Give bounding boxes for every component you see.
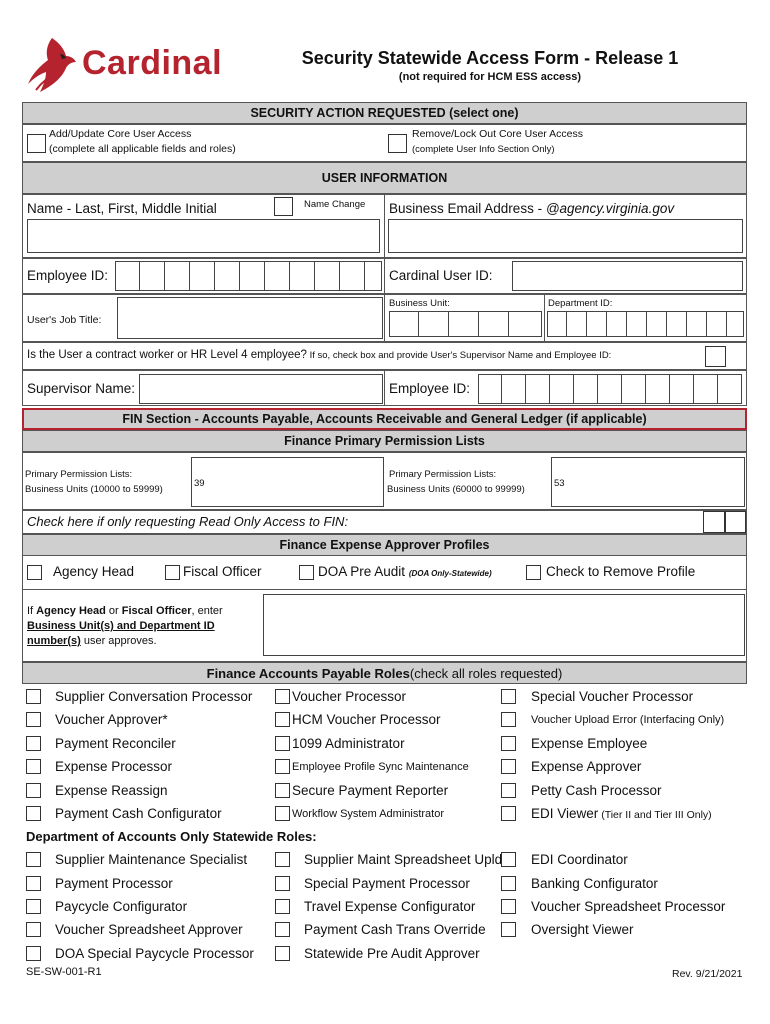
doa-role-label: Payment Processor [55,876,173,891]
department-id-label: Department ID: [548,298,613,309]
supervisor-row [22,370,747,406]
doa-role-checkbox[interactable] [275,899,290,914]
ppl-right-value: 53 [554,478,565,489]
doa-role-checkbox[interactable] [501,922,516,937]
remove-lockout-note: (complete User Info Section Only) [412,144,555,155]
doa-role-checkbox[interactable] [275,946,290,961]
doa-role-label: DOA Special Paycycle Processor [55,946,254,961]
remove-profile-checkbox[interactable] [526,565,541,580]
name-input[interactable] [27,219,380,253]
job-title-row [22,294,747,342]
supervisor-employee-id-input[interactable] [478,374,742,404]
expense-approver-heading: Finance Expense Approver Profiles [22,534,747,556]
ap-role-label: Voucher Upload Error (Interfacing Only) [531,714,725,726]
primary-permission-row [22,452,747,510]
doa-role-label: Special Payment Processor [304,876,470,891]
ap-role-label: Expense Approver [531,759,642,774]
doa-role-checkbox[interactable] [26,852,41,867]
ap-role-checkbox[interactable] [26,783,41,798]
logo-text: Cardinal [82,44,223,82]
primary-permission-heading: Finance Primary Permission Lists [22,430,747,452]
doa-role-label: Voucher Spreadsheet Processor [531,899,726,914]
cardinal-bird-icon [22,34,82,96]
doa-role-label: Voucher Spreadsheet Approver [55,922,243,937]
read-only-label: Check here if only requesting Read Only Access to FIN: [27,514,349,529]
ap-role-checkbox[interactable] [275,689,290,704]
form-id: SE-SW-001-R1 [26,966,102,978]
ap-role-checkbox[interactable] [501,783,516,798]
remove-lockout-label: Remove/Lock Out Core User Access [412,128,583,140]
doa-role-checkbox[interactable] [501,852,516,867]
contract-question: Is the User a contract worker or HR Level 4 employee? If so, check box and provide User's Supervisor Name and Employee ID: [27,349,612,361]
business-unit-input[interactable] [389,311,542,337]
ppl-left-value: 39 [194,478,205,489]
doa-role-label: Banking Configurator [531,876,658,891]
form-subtitle: (not required for HCM ESS access) [398,71,582,83]
supervisor-name-label: Supervisor Name: [27,381,136,396]
ppl-right-range: Business Units (60000 to 99999) [387,484,525,495]
ap-role-label: Payment Cash Configurator [55,806,222,821]
ap-role-label: HCM Voucher Processor [292,712,441,727]
ap-role-checkbox[interactable] [275,783,290,798]
business-unit-label: Business Unit: [389,298,450,309]
cardinal-user-id-label: Cardinal User ID: [389,268,493,283]
ap-role-checkbox[interactable] [275,759,290,774]
ap-role-label: Voucher Approver* [55,712,168,727]
doa-role-label: Supplier Maint Spreadsheet Upld [304,852,503,867]
ppl-right-label: Primary Permission Lists: [389,469,497,480]
ppl-left-label: Primary Permission Lists: [25,469,133,480]
doa-role-checkbox[interactable] [275,922,290,937]
doa-role-checkbox[interactable] [501,876,516,891]
agency-head-label: Agency Head [53,564,135,579]
doa-role-checkbox[interactable] [26,946,41,961]
ap-role-label: Secure Payment Reporter [292,783,449,798]
email-label: Business Email Address - @agency.virginia.gov [389,201,675,216]
supervisor-name-input[interactable] [139,374,383,404]
add-update-note: (complete all applicable fields and roles) [49,143,236,155]
ap-role-label: Expense Processor [55,759,173,774]
ap-role-label: Voucher Processor [292,689,407,704]
user-info-heading: USER INFORMATION [22,162,747,194]
ap-role-label: Special Voucher Processor [531,689,694,704]
add-update-checkbox[interactable] [27,134,46,153]
ap-role-checkbox[interactable] [26,736,41,751]
approver-bu-row [22,590,747,662]
name-label: Name - Last, First, Middle Initial [27,201,217,216]
read-only-checkbox-2[interactable] [725,511,746,533]
ap-role-checkbox[interactable] [501,759,516,774]
doa-role-checkbox[interactable] [26,899,41,914]
doa-role-label: Payment Cash Trans Override [304,922,486,937]
ap-role-checkbox[interactable] [501,712,516,727]
approver-bu-note: If Agency Head or Fiscal Officer, enter Business Unit(s) and Department ID number(s) user approves. [27,605,223,647]
doa-pre-audit-checkbox[interactable] [299,565,314,580]
security-action-row [22,124,747,162]
approver-bu-input[interactable] [263,594,745,656]
ap-role-label: EDI Viewer (Tier II and Tier III Only) [531,806,712,821]
ap-role-checkbox[interactable] [501,806,516,821]
ap-roles-heading: Finance Accounts Payable Roles (check all roles requested) [22,662,747,684]
read-only-checkbox-1[interactable] [703,511,725,533]
cardinal-logo [22,34,242,96]
employee-id-row [22,258,747,294]
add-update-label: Add/Update Core User Access [49,128,192,140]
doa-role-label: Paycycle Configurator [55,899,188,914]
doa-role-checkbox[interactable] [275,852,290,867]
ap-role-label: Employee Profile Sync Maintenance [292,761,469,773]
ap-role-label: Petty Cash Processor [531,783,662,798]
doa-role-checkbox[interactable] [275,876,290,891]
read-only-row [22,510,747,534]
contract-worker-row [22,342,747,370]
doa-role-label: Travel Expense Configurator [304,899,476,914]
name-change-checkbox[interactable] [274,197,293,216]
doa-role-label: Oversight Viewer [531,922,634,937]
ap-role-label: Expense Reassign [55,783,168,798]
name-change-label: Name Change [304,199,366,210]
department-id-input[interactable] [547,311,744,337]
ppl-left-input[interactable] [191,457,384,507]
remove-lockout-checkbox[interactable] [388,134,407,153]
email-input[interactable] [388,219,743,253]
expense-approver-row [22,556,747,590]
ap-role-checkbox[interactable] [275,736,290,751]
doa-role-checkbox[interactable] [26,922,41,937]
doa-role-label: EDI Coordinator [531,852,628,867]
ap-role-checkbox[interactable] [26,712,41,727]
job-title-label: User's Job Title: [27,314,102,326]
ap-role-label: Payment Reconciler [55,736,176,751]
doa-role-checkbox[interactable] [501,899,516,914]
ap-role-label: Expense Employee [531,736,648,751]
cardinal-user-id-input[interactable] [512,261,743,291]
employee-id-input[interactable] [115,261,382,291]
ap-role-checkbox[interactable] [26,759,41,774]
ap-role-checkbox[interactable] [501,689,516,704]
fiscal-officer-checkbox[interactable] [165,565,180,580]
agency-head-checkbox[interactable] [27,565,42,580]
revision-date: Rev. 9/21/2021 [672,968,743,980]
employee-id-label: Employee ID: [27,268,109,283]
fin-section-heading: FIN Section - Accounts Payable, Accounts Receivable and General Ledger (if applicable) [22,408,747,430]
ap-role-checkbox[interactable] [26,806,41,821]
ppl-left-range: Business Units (10000 to 59999) [25,484,163,495]
name-email-row [22,194,747,258]
remove-profile-label: Check to Remove Profile [546,564,696,579]
doa-role-label: Supplier Maintenance Specialist [55,852,248,867]
job-title-input[interactable] [117,297,383,339]
doa-role-label: Statewide Pre Audit Approver [304,946,480,961]
ap-role-label: Workflow System Administrator [292,808,445,820]
contract-worker-checkbox[interactable] [705,346,726,367]
ap-role-checkbox[interactable] [275,712,290,727]
doa-role-checkbox[interactable] [26,876,41,891]
ap-role-checkbox[interactable] [26,689,41,704]
ap-role-checkbox[interactable] [501,736,516,751]
fiscal-officer-label: Fiscal Officer [183,564,262,579]
supervisor-employee-id-label: Employee ID: [389,381,471,396]
doa-roles-heading: Department of Accounts Only Statewide Roles: [26,829,317,844]
security-action-heading: SECURITY ACTION REQUESTED (select one) [22,102,747,124]
ap-role-checkbox[interactable] [275,806,290,821]
ap-role-label: 1099 Administrator [292,736,405,751]
form-title: Security Statewide Access Form - Release 1 [301,48,679,68]
ppl-right-input[interactable] [551,457,745,507]
ap-role-label: Supplier Conversation Processor [55,689,253,704]
doa-pre-audit-label: DOA Pre Audit (DOA Only-Statewide) [318,564,492,579]
